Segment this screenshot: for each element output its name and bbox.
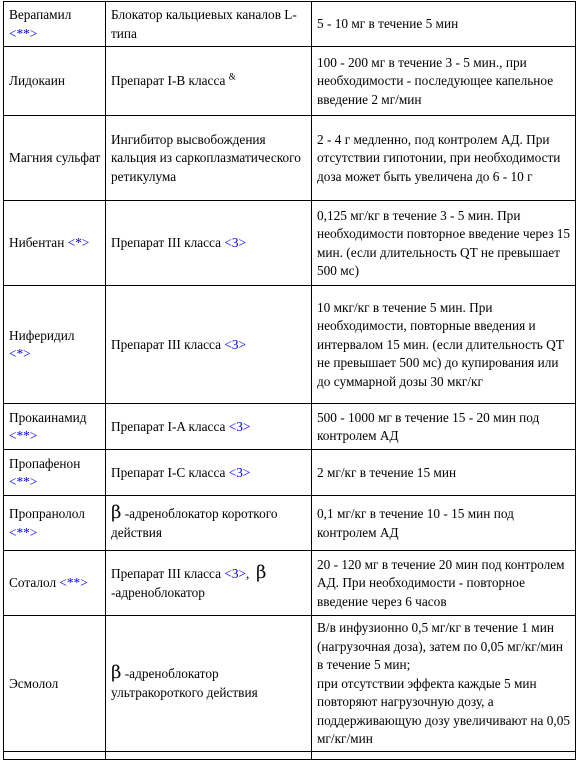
drug-name: Прокаинамид <box>9 409 87 425</box>
dose-text: 2 - 4 г медленно, под контролем АД. При отсутствии гипотонии, при необходимости доза может быть увеличена до 6 - 10 г <box>317 131 561 184</box>
drug-name: Соталол <box>9 575 57 591</box>
dose-cell <box>312 2 576 47</box>
footnote-link[interactable]: <**> <box>9 524 38 540</box>
empty-cell <box>106 751 312 759</box>
beta-symbol: β <box>255 562 267 583</box>
mechanism-cell <box>106 47 312 116</box>
mechanism-cell <box>106 450 312 496</box>
drug-name-cell <box>4 404 106 450</box>
drug-name: Пропранолол <box>9 506 85 521</box>
dose-cell <box>312 551 576 616</box>
footnote-link[interactable]: <**> <box>9 25 38 41</box>
mechanism-cell <box>106 551 312 616</box>
table-row <box>4 286 576 404</box>
drug-name: Магния сульфат <box>9 150 101 166</box>
mechanism-cell <box>106 616 312 752</box>
drug-name: Верапамил <box>9 7 72 22</box>
footnote-link[interactable]: <**> <box>9 474 38 489</box>
drug-name-cell <box>4 47 106 116</box>
drug-name-cell <box>4 616 106 752</box>
mechanism-tail-text: -адреноблокатор <box>111 584 205 600</box>
dose-text: 0,1 мг/кг в течение 10 - 15 мин под контролем АД <box>317 506 514 540</box>
drug-name: Нибентан <box>9 235 65 251</box>
footnote-link[interactable]: <*> <box>9 346 31 361</box>
beta-symbol: β <box>111 662 122 684</box>
drug-name-cell <box>4 286 106 404</box>
mechanism-text: -адреноблокатор ультракороткого действия <box>111 666 258 700</box>
footnote-link[interactable]: <*> <box>67 235 90 251</box>
empty-cell <box>312 751 576 759</box>
table-row <box>4 2 576 47</box>
drug-name-cell <box>4 551 106 616</box>
drug-name: Лидокаин <box>9 73 65 89</box>
reference-link[interactable]: <3> <box>224 566 246 581</box>
dose-cell <box>312 116 576 201</box>
dose-text: 10 мкг/кг в течение 5 мин. При необходимости, повторные введения и интервалом 15 мин. (если длительность QT не превышает 500 мс) до купирования или до суммарной дозы 30 мкг/кг <box>317 299 564 389</box>
drug-name-cell <box>4 201 106 286</box>
dose-text: 2 мг/кг в течение 15 мин <box>317 464 457 480</box>
table-row <box>4 450 576 496</box>
dose-cell <box>312 286 576 404</box>
footnote-link[interactable]: <**> <box>59 575 88 591</box>
reference-link[interactable]: <3> <box>224 235 246 251</box>
mechanism-cell <box>106 201 312 286</box>
dose-cell <box>312 616 576 752</box>
dose-text: 20 - 120 мг в течение 20 мин под контролем АД. При необходимости - повторное введение через 6 часов <box>317 556 565 609</box>
reference-link[interactable]: <3> <box>228 464 251 480</box>
table-row <box>4 616 576 752</box>
dose-cell <box>312 496 576 551</box>
drug-dosage-table <box>3 1 576 760</box>
reference-link[interactable]: <3> <box>228 418 251 434</box>
mechanism-cell <box>106 286 312 404</box>
footnote-link[interactable]: <**> <box>9 428 38 443</box>
empty-cell <box>4 751 106 759</box>
mechanism-text: Препарат III класса <box>111 235 221 251</box>
table-row <box>4 551 576 616</box>
drug-name-cell <box>4 116 106 201</box>
dose-text: В/в инфузионно 0,5 мг/кг в течение 1 мин (нагрузочная доза), затем по 0,05 мг/кг/мин в течение 5 мин; <box>317 620 564 672</box>
beta-symbol: β <box>111 502 122 523</box>
superscript-mark: & <box>228 71 236 82</box>
mechanism-text: -адреноблокатор короткого действия <box>111 506 278 540</box>
drug-name-cell <box>4 450 106 496</box>
mechanism-text: Препарат III класса <box>111 566 221 581</box>
dose-cell <box>312 47 576 116</box>
drug-name-cell <box>4 2 106 47</box>
mechanism-cell <box>106 404 312 450</box>
mechanism-text: Препарат I-C класса <box>111 464 226 480</box>
dose-text: 500 - 1000 мг в течение 15 - 20 мин под контролем АД <box>317 409 540 443</box>
mechanism-text: Препарат III класса <box>111 336 221 352</box>
table-row <box>4 404 576 450</box>
drug-name: Эсмолол <box>9 675 59 691</box>
table-row <box>4 47 576 116</box>
drug-name: Пропафенон <box>9 455 81 471</box>
table-row <box>4 116 576 201</box>
table-row-partial <box>4 751 576 759</box>
drug-name: Ниферидил <box>9 327 75 343</box>
mechanism-text: Препарат I-B класса <box>111 73 226 89</box>
table-row <box>4 201 576 286</box>
mechanism-cell <box>106 2 312 47</box>
dose-cell <box>312 450 576 496</box>
dose-cell <box>312 404 576 450</box>
separator-comma: , <box>245 566 250 581</box>
mechanism-text: Блокатор кальциевых каналов L-типа <box>111 7 297 41</box>
mechanism-cell <box>106 116 312 201</box>
dose-text: 100 - 200 мг в течение 3 - 5 мин., при необходимости - последующее капельное введение 2 мг/мин <box>317 54 554 107</box>
mechanism-cell <box>106 496 312 551</box>
dose-text-continued: при отсутствии эффекта каждые 5 мин повторяют нагрузочную дозу, а поддерживающую дозу увеличивают на 0,05 мг/кг/мин <box>317 675 571 746</box>
table-row <box>4 496 576 551</box>
dose-text: 5 - 10 мг в течение 5 мин <box>317 16 459 32</box>
dose-text: 0,125 мг/кг в течение 3 - 5 мин. При необходимости повторное введение через 15 мин. (если длительность QT не превышает 500 мс) <box>317 207 571 278</box>
mechanism-text: Препарат I-A класса <box>111 418 226 434</box>
drug-name-cell <box>4 496 106 551</box>
mechanism-text: Ингибитор высвобождения кальция из саркоплазматического ретикулума <box>111 131 301 184</box>
dose-cell <box>312 201 576 286</box>
reference-link[interactable]: <3> <box>224 336 246 352</box>
